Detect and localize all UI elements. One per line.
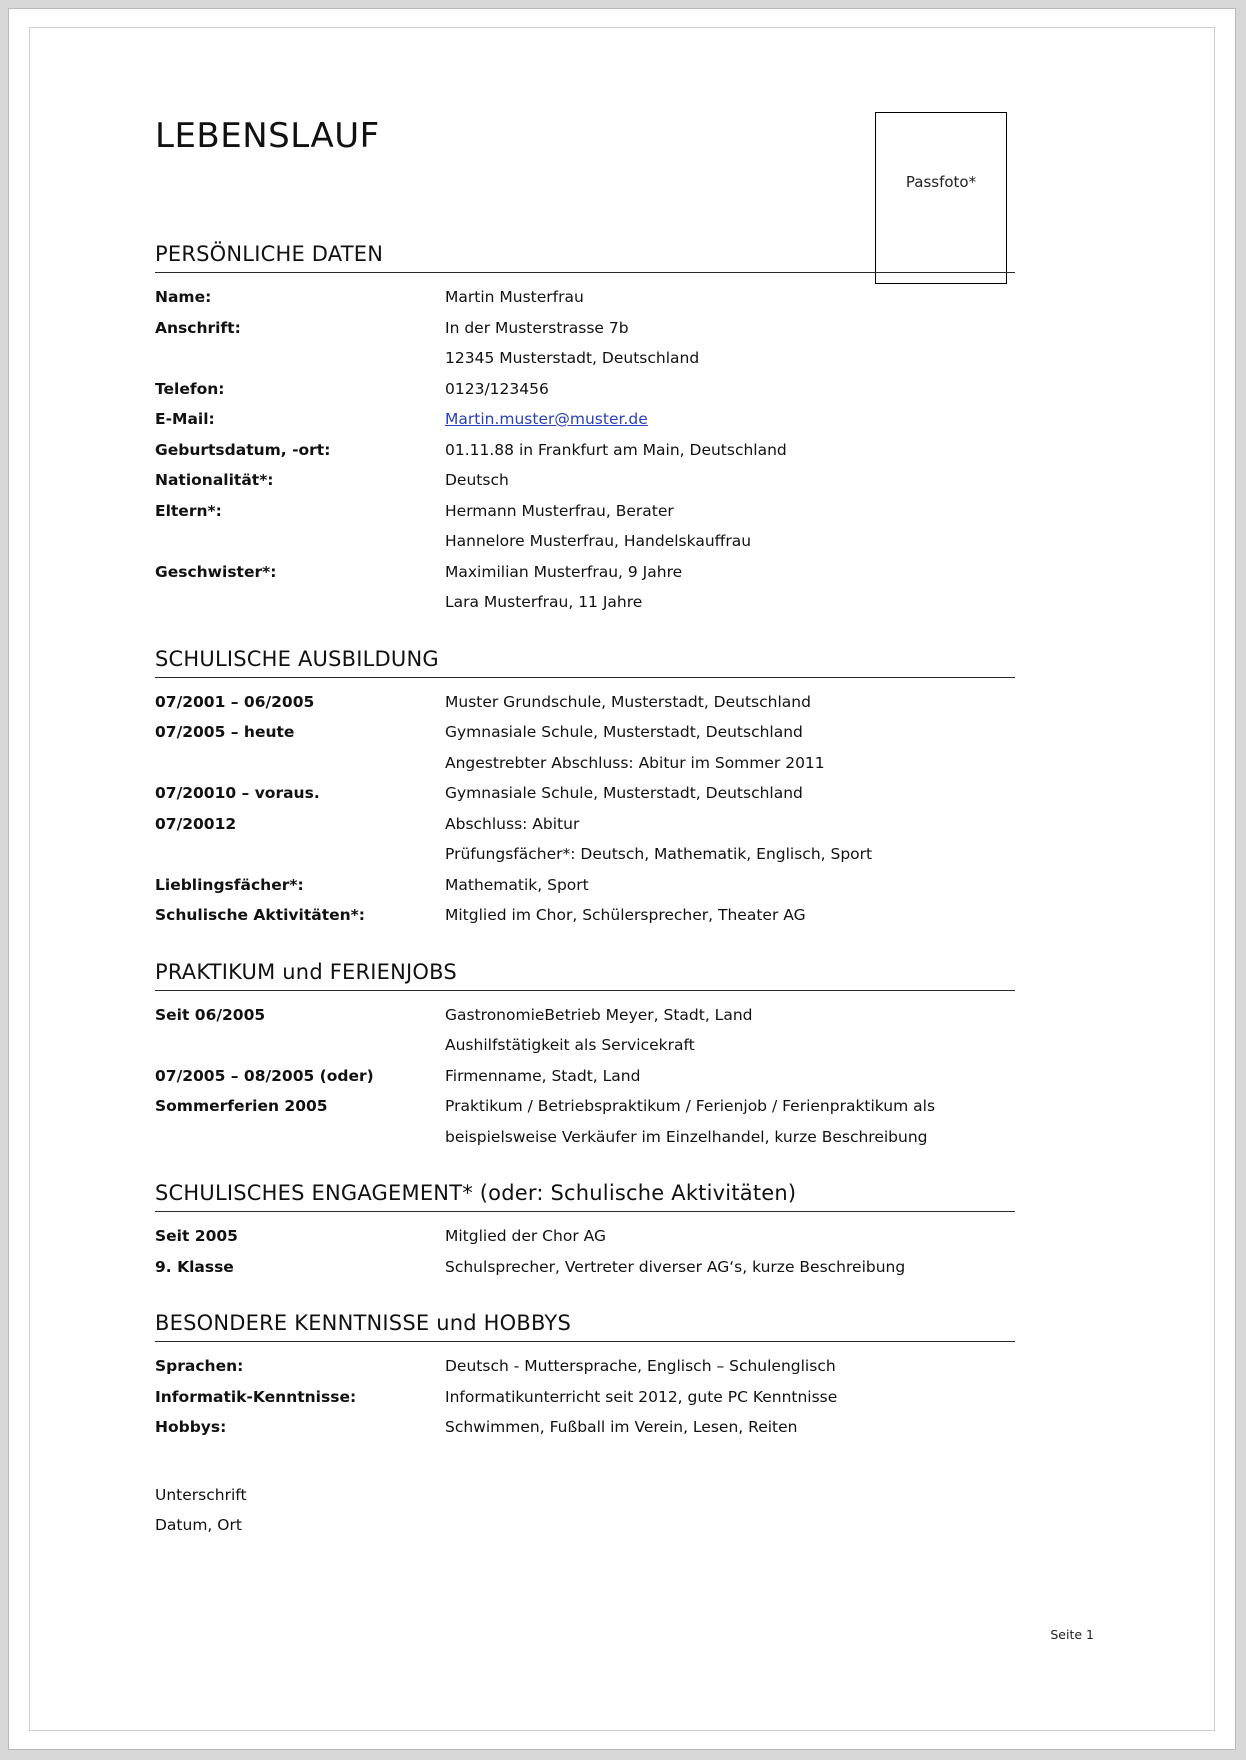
row-value: In der Musterstrasse 7b [445, 318, 629, 337]
row-label: 07/2001 – 06/2005 [155, 692, 315, 711]
table-row [155, 344, 1015, 373]
row-label: Sommerferien 2005 [155, 1097, 328, 1115]
table-row [155, 871, 1015, 900]
table-row [155, 1222, 1015, 1251]
row-value: Prüfungsfächer*: Deutsch, Mathematik, Englisch, Sport [445, 845, 873, 863]
section-school-engagement [155, 1181, 1015, 1281]
row-value: 12345 Musterstadt, Deutschland [445, 349, 700, 367]
row-value: Gymnasiale Schule, Musterstadt, Deutschland [445, 784, 803, 802]
date-place-label: Datum, Ort [155, 1515, 242, 1534]
row-value: Gymnasiale Schule, Musterstadt, Deutschland [445, 723, 803, 741]
row-label: Geschwister*: [155, 562, 277, 581]
row-value: Martin Musterfrau [445, 288, 584, 306]
section-internships [155, 960, 1015, 1152]
section-divider [155, 272, 1015, 273]
page-title: LEBENSLAUF [155, 116, 380, 156]
table-row [155, 779, 1015, 808]
row-value: Angestrebter Abschluss: Abitur im Sommer 2011 [445, 753, 825, 772]
row-value: Deutsch [445, 471, 509, 489]
row-label: 07/2005 – heute [155, 723, 295, 741]
row-label: E-Mail: [155, 410, 215, 428]
table-row [155, 436, 1015, 465]
row-value: 01.11.88 in Frankfurt am Main, Deutschland [445, 440, 787, 459]
table-row [155, 688, 1015, 717]
table-row-email [155, 405, 1015, 434]
row-label: 07/20010 – voraus. [155, 784, 320, 802]
table-row [155, 810, 1015, 839]
page-number: Seite 1 [1050, 1627, 1094, 1642]
row-label: Informatik-Kenntnisse: [155, 1387, 357, 1406]
row-value: Praktikum / Betriebspraktikum / Ferienjob / Ferienpraktikum als [445, 1097, 936, 1115]
table-row [155, 558, 1015, 587]
email-link[interactable]: Martin.muster@muster.de [445, 410, 648, 428]
table-row [155, 527, 1015, 556]
row-value: Lara Musterfrau, 11 Jahre [445, 593, 643, 611]
row-value: Schulsprecher, Vertreter diverser AG‘s, kurze Beschreibung [445, 1257, 906, 1276]
table-row [155, 840, 1015, 869]
table-row [155, 314, 1015, 343]
table-row [155, 588, 1015, 617]
table-row [155, 466, 1015, 495]
row-label: Seit 06/2005 [155, 1005, 266, 1024]
table-row [155, 1092, 1015, 1121]
row-value: Mathematik, Sport [445, 875, 589, 894]
section-divider [155, 1341, 1015, 1342]
section-divider [155, 1211, 1015, 1212]
row-value: Maximilian Musterfrau, 9 Jahre [445, 562, 683, 581]
section-title-school-engagement: SCHULISCHES ENGAGEMENT* (oder: Schulische Aktivitäten) [155, 1181, 797, 1205]
row-label: 07/20012 [155, 814, 237, 833]
section-education [155, 647, 1015, 930]
row-value: Firmenname, Stadt, Land [445, 1066, 641, 1085]
row-value: Schwimmen, Fußball im Verein, Lesen, Reiten [445, 1418, 798, 1436]
row-value: Informatikunterricht seit 2012, gute PC Kenntnisse [445, 1387, 838, 1406]
section-title-personal-data: PERSÖNLICHE DATEN [155, 242, 384, 266]
row-value: Muster Grundschule, Musterstadt, Deutschland [445, 692, 811, 711]
paper-sheet [29, 27, 1215, 1731]
table-row [155, 375, 1015, 404]
row-label: Name: [155, 288, 212, 306]
document-page [8, 8, 1236, 1750]
row-value: Mitglied im Chor, Schülersprecher, Theater AG [445, 906, 806, 924]
section-title-skills-hobbies: BESONDERE KENNTNISSE und HOBBYS [155, 1311, 571, 1335]
table-row [155, 1413, 1015, 1442]
section-skills-hobbies [155, 1311, 1015, 1442]
row-label: Eltern*: [155, 501, 222, 520]
row-label: 9. Klasse [155, 1257, 234, 1276]
row-label: Geburtsdatum, -ort: [155, 440, 331, 459]
row-value: Abschluss: Abitur [445, 814, 580, 833]
row-label: Nationalität*: [155, 471, 274, 489]
table-row [155, 1001, 1015, 1030]
table-row [155, 283, 1015, 312]
row-value: Aushilfstätigkeit als Servicekraft [445, 1036, 695, 1054]
resume-content [155, 108, 1015, 1540]
table-row [155, 749, 1015, 778]
row-value: Hermann Musterfrau, Berater [445, 501, 674, 520]
row-label: Hobbys: [155, 1418, 227, 1436]
row-value: Hannelore Musterfrau, Handelskauffrau [445, 532, 752, 550]
signature-block [155, 1480, 1015, 1540]
row-label: 07/2005 – 08/2005 (oder) [155, 1066, 374, 1085]
section-title-education: SCHULISCHE AUSBILDUNG [155, 646, 439, 671]
table-row [155, 1383, 1015, 1412]
row-label: Anschrift: [155, 318, 241, 337]
section-divider [155, 677, 1015, 678]
passport-photo-label: Passfoto* [905, 173, 977, 191]
row-label: Sprachen: [155, 1357, 244, 1375]
section-personal-data [155, 242, 1015, 617]
table-row [155, 1062, 1015, 1091]
table-row [155, 497, 1015, 526]
table-row [155, 1031, 1015, 1060]
row-value: GastronomieBetrieb Meyer, Stadt, Land [445, 1005, 753, 1024]
row-label: Seit 2005 [155, 1227, 238, 1245]
section-divider [155, 990, 1015, 991]
signature-label: Unterschrift [155, 1485, 247, 1504]
row-label: Schulische Aktivitäten*: [155, 906, 365, 924]
row-value: Mitglied der Chor AG [445, 1227, 606, 1245]
table-row [155, 718, 1015, 747]
section-title-internships: PRAKTIKUM und FERIENJOBS [155, 959, 457, 984]
row-value: beispielsweise Verkäufer im Einzelhandel, kurze Beschreibung [445, 1127, 928, 1146]
table-row [155, 901, 1015, 930]
row-value: Deutsch - Muttersprache, Englisch – Schulenglisch [445, 1357, 836, 1375]
table-row [155, 1352, 1015, 1381]
row-label: Lieblingsfächer*: [155, 875, 304, 894]
table-row [155, 1253, 1015, 1282]
row-label: Telefon: [155, 379, 225, 398]
row-value: 0123/123456 [445, 379, 549, 398]
table-row [155, 1123, 1015, 1152]
